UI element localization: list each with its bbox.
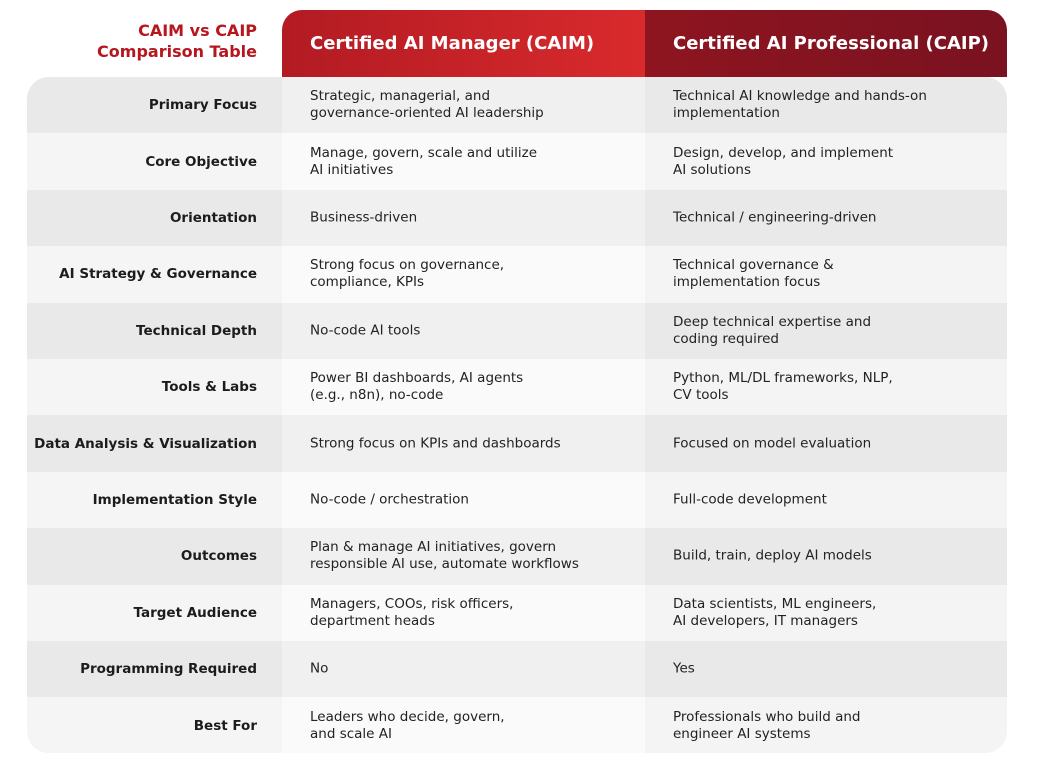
table-row [27, 641, 1007, 697]
caip-cell-text: Full-code development [673, 491, 827, 508]
caip-cell [645, 641, 1007, 697]
table-row [27, 472, 1007, 528]
table-row [27, 528, 1007, 584]
caim-cell [282, 246, 645, 302]
row-label: Programming Required [80, 661, 257, 678]
table-row [27, 415, 1007, 471]
caim-cell-text: Business-driven [310, 209, 418, 226]
row-label: Primary Focus [148, 97, 257, 114]
caim-cell-text: Plan & manage AI initiatives, govern responsible AI use, automate workflows [310, 539, 579, 573]
caim-cell [282, 77, 645, 133]
column-header-caip-label: Certified AI Professional (CAIP) [673, 33, 989, 54]
caim-cell [282, 133, 645, 189]
row-label: Target Audience [133, 604, 257, 621]
caip-cell [645, 472, 1007, 528]
caim-cell [282, 303, 645, 359]
caim-cell [282, 697, 645, 753]
caip-cell-text: Professionals who build and engineer AI systems [673, 708, 861, 742]
caip-cell [645, 415, 1007, 471]
column-header-caip [645, 10, 1007, 77]
caip-cell-text: Technical AI knowledge and hands-on implementation [673, 88, 927, 122]
caip-cell-text: Deep technical expertise and coding required [673, 313, 872, 347]
caip-cell [645, 246, 1007, 302]
caim-cell [282, 641, 645, 697]
caip-cell-text: Data scientists, ML engineers, AI developers, IT managers [673, 595, 877, 629]
column-header-caim [282, 10, 645, 77]
caip-cell [645, 359, 1007, 415]
table-row [27, 190, 1007, 246]
caip-cell [645, 697, 1007, 753]
comparison-table [27, 77, 1007, 753]
caim-cell-text: No-code AI tools [310, 322, 421, 339]
caip-cell [645, 190, 1007, 246]
row-label: Core Objective [145, 153, 257, 170]
caim-cell [282, 415, 645, 471]
caim-cell-text: Strong focus on governance, compliance, KPIs [310, 257, 505, 291]
caim-cell-text: No-code / orchestration [310, 491, 469, 508]
caim-cell-text: Manage, govern, scale and utilize AI initiatives [310, 144, 538, 178]
caim-cell-text: Leaders who decide, govern, and scale AI [310, 708, 505, 742]
caip-cell-text: Design, develop, and implement AI solutions [673, 144, 894, 178]
table-title: CAIM vs CAIP Comparison Table [97, 21, 257, 61]
table-row [27, 585, 1007, 641]
table-row [27, 697, 1007, 753]
row-label: Orientation [169, 209, 257, 226]
caim-cell [282, 585, 645, 641]
caim-cell [282, 359, 645, 415]
row-label: Outcomes [180, 548, 257, 565]
caip-cell [645, 585, 1007, 641]
table-row [27, 133, 1007, 189]
caim-cell-text: Managers, COOs, risk officers, department heads [310, 595, 514, 629]
caim-cell-text: No [310, 660, 329, 677]
table-row [27, 303, 1007, 359]
caim-cell-text: Strong focus on KPIs and dashboards [310, 435, 561, 452]
table-row [27, 359, 1007, 415]
caip-cell-text: Python, ML/DL frameworks, NLP, CV tools [673, 370, 893, 404]
caim-cell [282, 528, 645, 584]
caim-cell-text: Power BI dashboards, AI agents (e.g., n8n), no-code [310, 370, 524, 404]
caip-cell [645, 133, 1007, 189]
caip-cell [645, 77, 1007, 133]
caip-cell-text: Technical / engineering-driven [673, 209, 877, 226]
caim-cell-text: Strategic, managerial, and governance-oriented AI leadership [310, 88, 544, 122]
caip-cell-text: Technical governance & implementation focus [673, 257, 834, 291]
caip-cell-text: Build, train, deploy AI models [673, 547, 872, 564]
row-label: Tools & Labs [161, 379, 257, 396]
caim-cell [282, 190, 645, 246]
row-label: Technical Depth [136, 322, 257, 339]
row-label: Implementation Style [92, 491, 257, 508]
row-label: Data Analysis & Visualization [34, 435, 257, 452]
caip-cell [645, 303, 1007, 359]
caip-cell-text: Yes [673, 660, 695, 677]
row-label: AI Strategy & Governance [59, 266, 257, 283]
table-row [27, 246, 1007, 302]
table-row [27, 77, 1007, 133]
row-label: Best For [193, 717, 257, 734]
caip-cell-text: Focused on model evaluation [673, 435, 872, 452]
column-header-caim-label: Certified AI Manager (CAIM) [310, 33, 595, 54]
caim-cell [282, 472, 645, 528]
caip-cell [645, 528, 1007, 584]
